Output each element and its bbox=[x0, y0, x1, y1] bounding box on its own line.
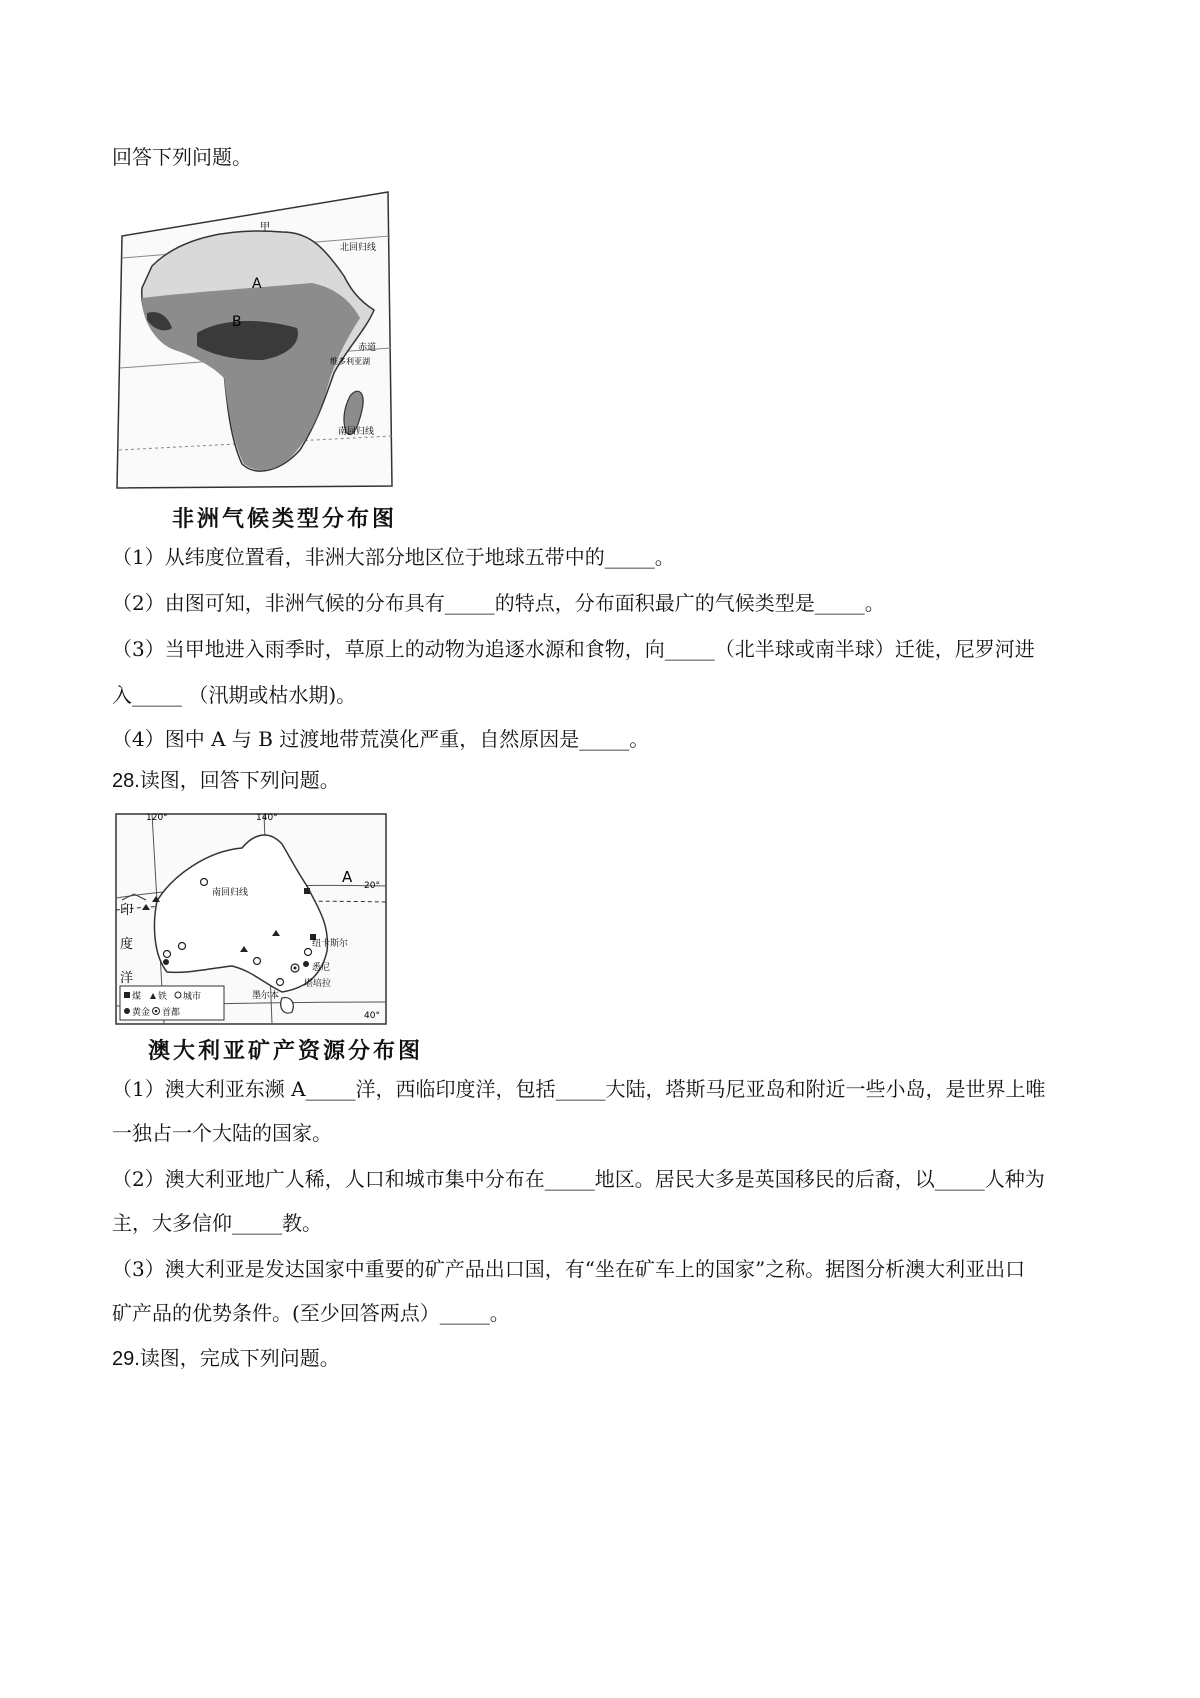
q27-part3-line1: （3）当甲地进入雨季时，草原上的动物为追逐水源和食物，向_____（北半球或南半球）迁徙，尼罗河进 bbox=[112, 637, 1035, 661]
label-sydney: 悉尼 bbox=[312, 963, 331, 973]
q27-part4: （4）图中 A 与 B 过渡地带荒漠化严重，自然原因是_____。 bbox=[112, 727, 650, 751]
q28-part1-line2: 一独占一个大陆的国家。 bbox=[112, 1121, 332, 1145]
africa-label-b: B bbox=[232, 314, 242, 330]
africa-label-tropic-s: 南回归线 bbox=[338, 427, 375, 437]
label-yang: 洋 bbox=[120, 971, 134, 986]
label-lon140: 140° bbox=[256, 813, 278, 823]
q28-part2-line2: 主，大多信仰_____教。 bbox=[112, 1211, 322, 1235]
q29-title: 29.读图，完成下列问题。 bbox=[112, 1348, 340, 1370]
australia-map-svg bbox=[112, 806, 397, 1031]
label-lat40: 40° bbox=[364, 1011, 380, 1021]
q28-part3-line2: 矿产品的优势条件。(至少回答两点）_____。 bbox=[112, 1301, 510, 1325]
africa-label-tropic-n: 北回归线 bbox=[340, 243, 377, 253]
label-yin: 印 bbox=[120, 903, 134, 918]
legend-gold: 黄金 bbox=[132, 1008, 151, 1018]
label-lon120: 120° bbox=[146, 813, 168, 823]
q28-part3-line1: （3）澳大利亚是发达国家中重要的矿产品出口国，有“坐在矿车上的国家”之称。据图分析澳大利亚出口 bbox=[112, 1257, 1026, 1281]
label-du: 度 bbox=[120, 937, 134, 952]
africa-map-svg bbox=[112, 188, 397, 498]
africa-label-jia: 甲 bbox=[260, 222, 270, 233]
label-tropic: 南回归线 bbox=[212, 888, 249, 898]
africa-label-a: A bbox=[252, 276, 262, 292]
q27-part2: （2）由图可知，非洲气候的分布具有_____的特点，分布面积最广的气候类型是_____。 bbox=[112, 591, 885, 615]
africa-map-caption: 非洲气候类型分布图 bbox=[172, 507, 398, 532]
legend-iron: 铁 bbox=[158, 992, 168, 1002]
label-canberra: 堪培拉 bbox=[304, 979, 332, 989]
label-newcastle: 纽卡斯尔 bbox=[312, 939, 349, 949]
australia-map-caption: 澳大利亚矿产资源分布图 bbox=[148, 1039, 424, 1064]
australia-mineral-map bbox=[112, 806, 397, 1031]
africa-label-lake: 维多利亚湖 bbox=[330, 357, 370, 366]
q28-part2-line1: （2）澳大利亚地广人稀，人口和城市集中分布在_____地区。居民大多是英国移民的后裔，以_____人种为 bbox=[112, 1167, 1045, 1191]
intro-tail: 回答下列问题。 bbox=[112, 145, 252, 169]
label-lat20: 20° bbox=[364, 881, 380, 891]
legend-coal: 煤 bbox=[132, 992, 142, 1002]
q28-part1-line1: （1）澳大利亚东濒 A_____洋，西临印度洋，包括_____大陆，塔斯马尼亚岛和附近一些小岛，是世界上唯 bbox=[112, 1077, 1046, 1101]
legend-capital: 首都 bbox=[162, 1008, 181, 1018]
q27-part1: （1）从纬度位置看，非洲大部分地区位于地球五带中的_____。 bbox=[112, 545, 675, 569]
africa-label-equator: 赤道 bbox=[358, 343, 377, 353]
label-ocean-a: A bbox=[342, 868, 353, 886]
label-melbourne: 墨尔本 bbox=[252, 991, 280, 1001]
africa-climate-map bbox=[112, 188, 397, 498]
q27-part3-line2: 入_____ （汛期或枯水期)。 bbox=[112, 683, 357, 707]
q28-title: 28.读图，回答下列问题。 bbox=[112, 770, 340, 792]
legend-city: 城市 bbox=[183, 992, 202, 1002]
